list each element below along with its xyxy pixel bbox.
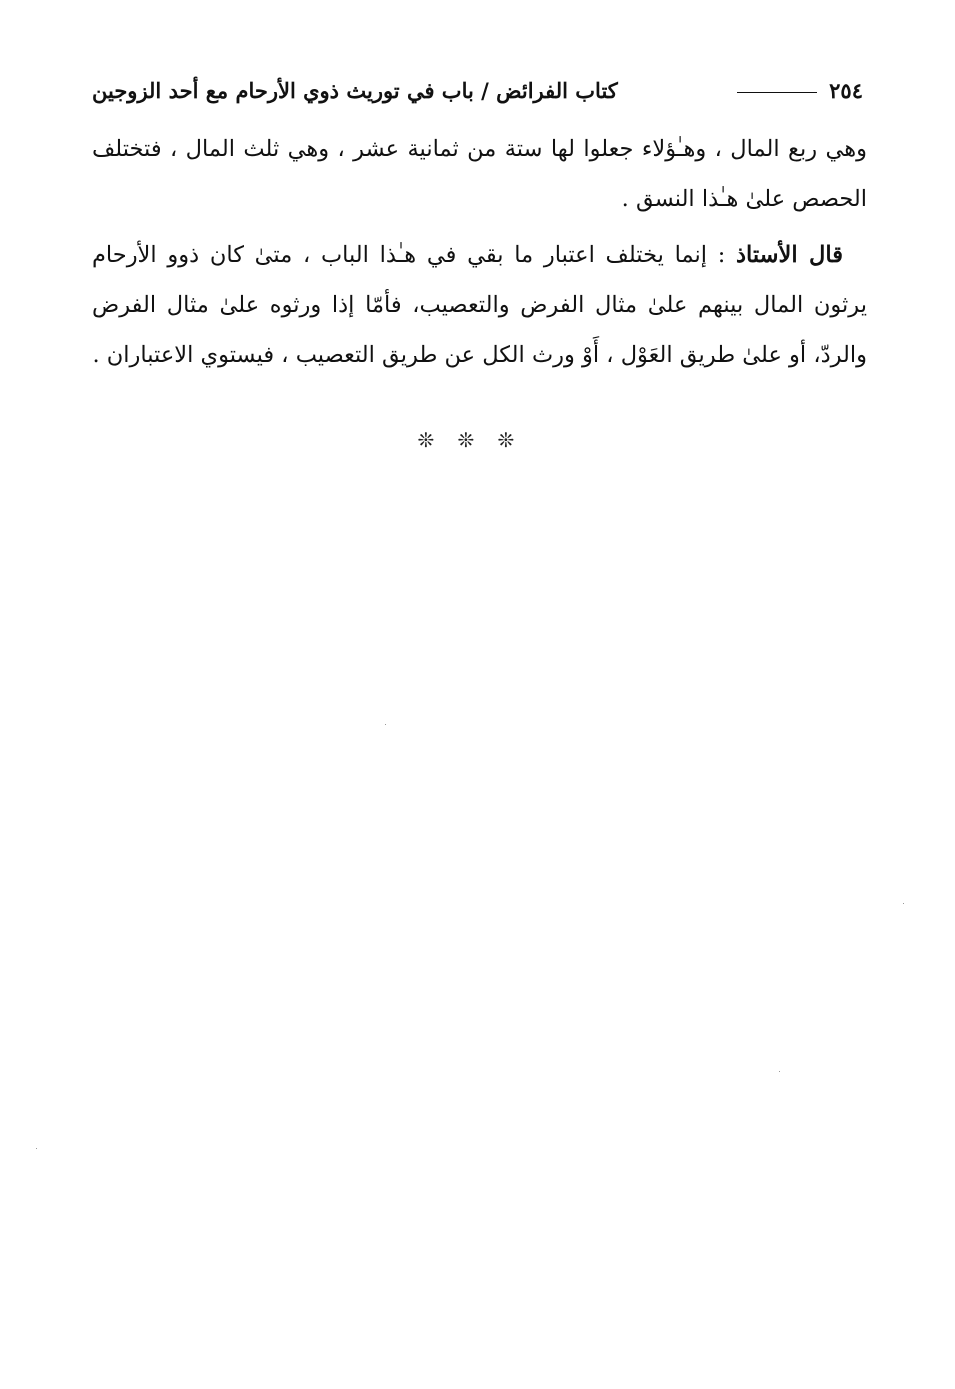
asterism-icon: ❊ xyxy=(497,428,545,452)
asterism-icon: ❊ xyxy=(417,428,465,452)
page-number: ٢٥٤ xyxy=(829,77,863,103)
section-end-ornament xyxy=(0,428,955,452)
scan-speck xyxy=(779,1071,780,1072)
scan-speck xyxy=(36,1148,37,1149)
running-title: كتاب الفرائض / باب في توريث ذوي الأرحام مع أحد الزوجين xyxy=(92,77,618,103)
header-rule xyxy=(737,92,817,93)
paragraph-2 xyxy=(92,230,867,380)
paragraph-2-text: : إنما يختلف اعتبار ما بقي في هـٰذا الباب ، متىٰ كان ذوو الأرحام يرثون المال بينهم علىٰ مثال الفرض والتعصيب، فأمّا إذا ورثوه علىٰ مثال الفرض والردّ، أو علىٰ طريق العَوْل ، أَوْ ورث الكل عن طريق التعصيب ، فيستوي الاعتباران . xyxy=(92,242,867,368)
scan-speck xyxy=(903,903,904,904)
speaker-label: قال الأستاذ xyxy=(736,242,843,268)
asterism-icon: ❊ xyxy=(457,428,505,452)
paragraph-1: وهي ربع المال ، وهـٰؤلاء جعلوا لها ستة من ثمانية عشر ، وهي ثلث المال ، فتختلف الحصص علىٰ هـٰذا النسق . xyxy=(92,136,867,212)
scan-speck xyxy=(385,724,386,725)
page-header xyxy=(92,72,863,108)
main-text xyxy=(92,124,867,380)
